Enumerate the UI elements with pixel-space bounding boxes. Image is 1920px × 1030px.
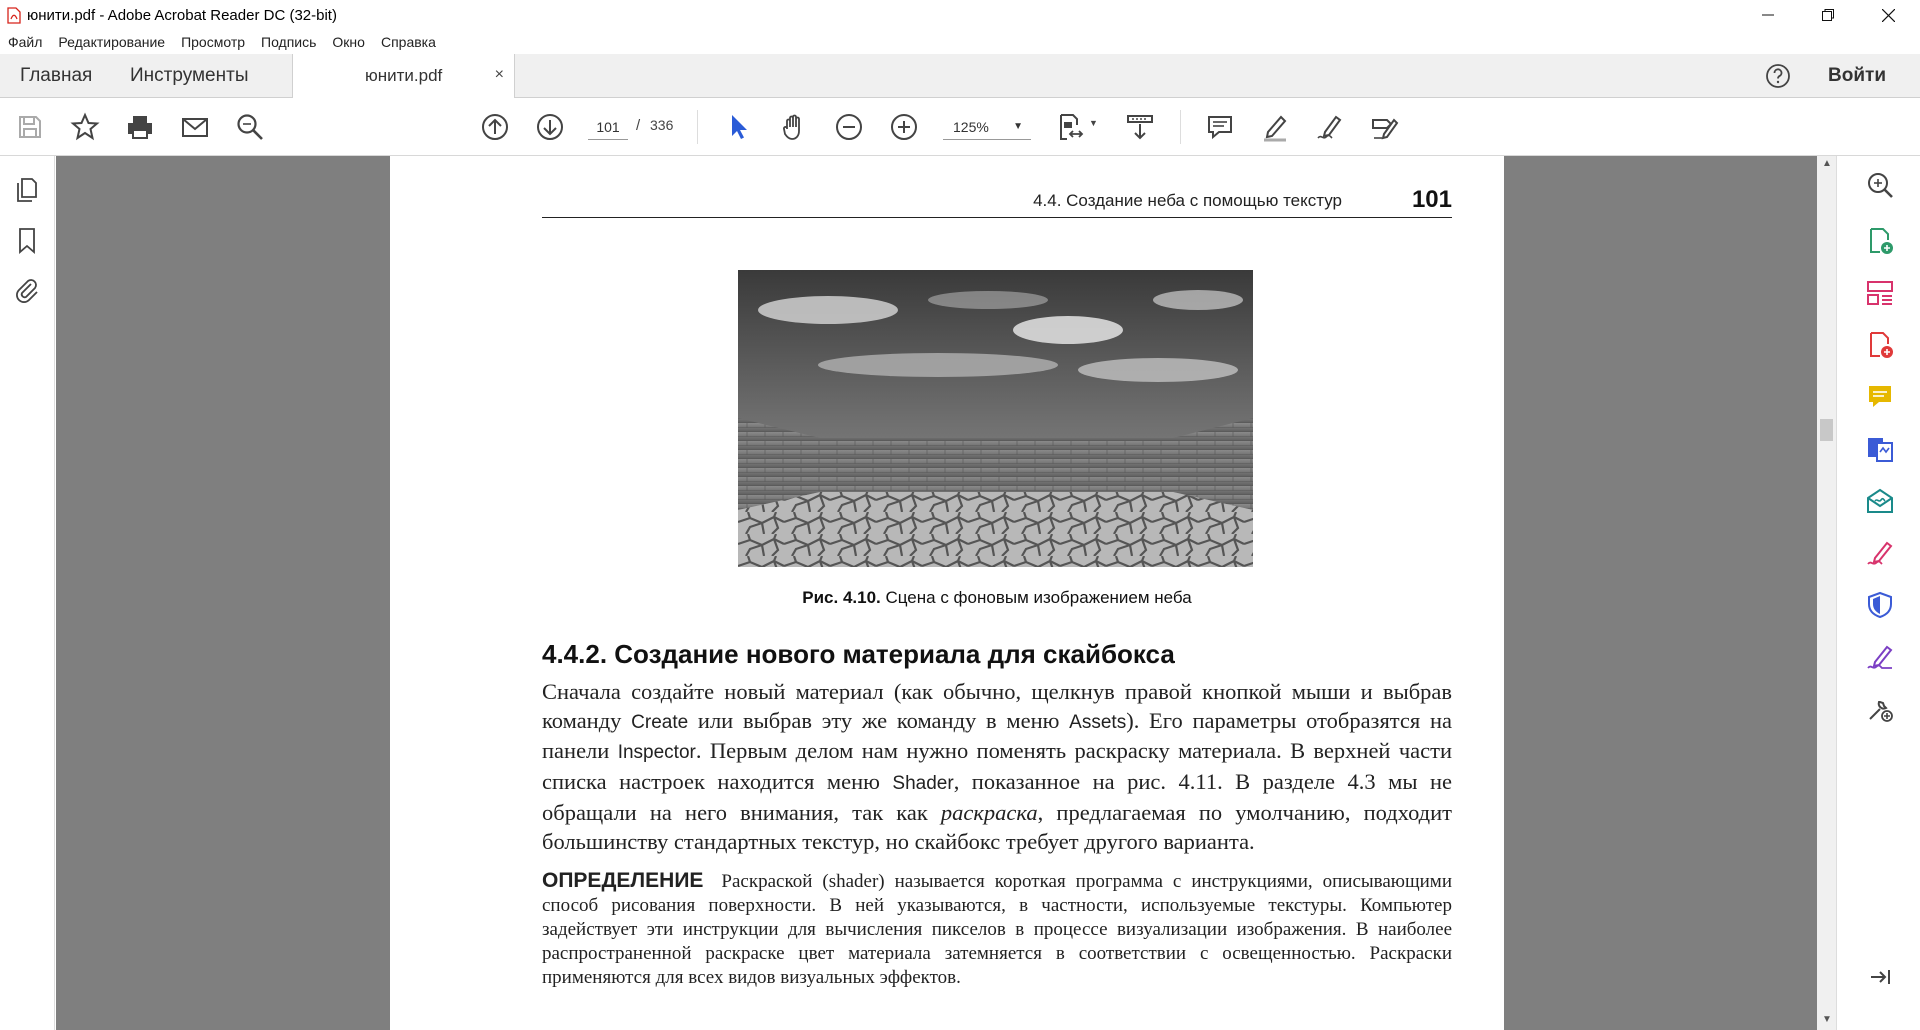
caption-text: Сцена с фоновым изображением неба	[880, 588, 1192, 607]
comment-tool-icon[interactable]	[1865, 382, 1895, 412]
emphasis-term: раскраска	[940, 799, 1038, 825]
ui-term: Create	[631, 711, 689, 733]
fit-page-icon	[1055, 112, 1085, 142]
menu-file[interactable]: Файл	[8, 34, 43, 50]
zoom-in-button[interactable]	[889, 112, 919, 142]
next-page-button[interactable]	[535, 112, 565, 142]
menu-help[interactable]: Справка	[380, 34, 436, 50]
sign-icon	[1370, 112, 1400, 142]
caption-label: Рис. 4.10.	[802, 588, 881, 607]
bookmark-star-button[interactable]	[70, 112, 100, 142]
left-navigation-panel	[0, 156, 55, 1030]
ui-term: Shader	[892, 773, 954, 795]
arrow-up-circle-icon	[480, 112, 510, 142]
more-tools-icon[interactable]	[1865, 694, 1895, 724]
star-icon	[70, 112, 100, 142]
page-separator: /	[636, 117, 641, 134]
menu-sign[interactable]: Подпись	[261, 34, 317, 50]
envelope-icon	[180, 112, 210, 142]
close-window-button[interactable]	[1860, 0, 1916, 30]
vertical-scrollbar[interactable]	[1817, 156, 1836, 1030]
page-number: 101	[1411, 186, 1452, 213]
menu-edit[interactable]: Редактирование	[58, 34, 166, 50]
fill-and-sign-icon[interactable]	[1865, 538, 1895, 568]
create-pdf-icon[interactable]	[1865, 226, 1895, 256]
ui-term: Inspector	[617, 742, 696, 764]
scroll-up-icon[interactable]: ▲	[1822, 158, 1832, 169]
certificates-pen-icon[interactable]	[1865, 642, 1895, 672]
fit-page-button[interactable]	[1055, 112, 1085, 142]
pdf-file-icon	[7, 7, 21, 24]
draw-button[interactable]	[1315, 112, 1345, 142]
protect-shield-icon[interactable]	[1865, 590, 1895, 620]
signin-button[interactable]: Войти	[1828, 65, 1886, 86]
plus-circle-icon	[889, 112, 919, 142]
definition-block	[542, 869, 1452, 990]
minimize-icon	[1762, 9, 1774, 21]
toolbar-divider	[697, 110, 698, 144]
scrollbar-thumb[interactable]	[1820, 419, 1833, 441]
save-icon	[15, 112, 45, 142]
search-icon	[235, 112, 265, 142]
zoom-out-button[interactable]	[834, 112, 864, 142]
scroll-down-icon[interactable]: ▼	[1822, 1014, 1832, 1025]
restore-icon	[1822, 9, 1834, 21]
scroll-mode-button[interactable]	[1125, 112, 1155, 142]
printer-icon	[125, 112, 155, 142]
bookmark-icon[interactable]	[13, 226, 41, 254]
organize-pages-icon[interactable]	[1865, 278, 1895, 308]
hand-tool-button[interactable]	[779, 112, 809, 142]
zoom-level-select[interactable]	[943, 114, 1031, 140]
restore-button[interactable]	[1800, 0, 1856, 30]
window-title: юнити.pdf - Adobe Acrobat Reader DC (32-bit)	[27, 6, 337, 24]
title-bar	[0, 0, 1920, 30]
tab-document[interactable]	[292, 54, 515, 99]
convert-pdf-icon[interactable]	[1865, 434, 1895, 464]
arrow-down-circle-icon	[535, 112, 565, 142]
para-text: , показанное на рис. 4.11. В разделе 4.3 мы не обращали на него внимания, так как	[542, 769, 1452, 825]
attachment-paperclip-icon[interactable]	[13, 276, 41, 304]
para-text: . Первым делом нам нужно поменять раскраску материала. В верхней части списка настроек находится меню	[542, 738, 1452, 795]
print-button[interactable]	[125, 112, 155, 142]
para-text: , предлагаемая по умолчанию, подходит большинству стандартных текстур, но скайбокс требует другого варианта.	[542, 799, 1452, 854]
running-header	[542, 186, 1452, 218]
running-head-section: 4.4. Создание неба с помощью текстур	[1033, 191, 1342, 210]
chevron-down-icon: ▼	[1013, 121, 1023, 132]
fit-dropdown-caret-icon[interactable]: ▼	[1089, 118, 1098, 128]
section-heading: 4.4.2. Создание нового материала для скайбокса	[542, 639, 1175, 669]
export-pdf-icon[interactable]	[1865, 330, 1895, 360]
document-viewport	[56, 156, 1818, 1030]
skybox-scene-figure	[738, 270, 1253, 567]
cursor-arrow-icon	[724, 112, 754, 142]
tab-bar	[0, 54, 1920, 98]
definition-text: Раскраской (shader) называется короткая программа с инструкциями, описывающими способ рисования поверхности. В ней указываются, в частности, используемые текстуры. Компьютер задействует эти инструкции для вычисления пикселов в процессе визуализации изображения. В наиболее распространенной раскраске цвет материала затемняется в соответствии с освещенностью. Раскраски применяются для всех видов визуальных эффектов.	[542, 871, 1452, 988]
body-paragraph	[542, 678, 1452, 856]
pen-draw-icon	[1315, 112, 1345, 142]
send-for-signature-icon[interactable]	[1865, 486, 1895, 516]
previous-page-button[interactable]	[480, 112, 510, 142]
page-thumbnails-icon[interactable]	[13, 176, 41, 204]
save-button[interactable]	[15, 112, 45, 142]
tab-tools[interactable]: Инструменты	[130, 65, 249, 86]
comment-button[interactable]	[1205, 112, 1235, 142]
minimize-button[interactable]	[1740, 0, 1796, 30]
toolbar	[0, 98, 1920, 156]
tab-home[interactable]: Главная	[20, 65, 93, 86]
menu-window[interactable]: Окно	[332, 34, 365, 50]
collapse-tools-pane-icon[interactable]	[1865, 962, 1895, 992]
pdf-page	[390, 156, 1504, 1030]
highlighter-pen-icon	[1260, 112, 1290, 142]
tab-close-button[interactable]: ×	[494, 66, 504, 83]
total-pages: 336	[650, 117, 674, 133]
para-text: ). Его параметры отобразятся на панели	[542, 707, 1452, 764]
zoom-level-value: 125%	[953, 119, 989, 135]
figure-caption	[542, 588, 1452, 608]
definition-term: ОПРЕДЕЛЕНИЕ	[542, 869, 704, 892]
scroll-mode-icon	[1125, 112, 1155, 142]
right-tools-panel	[1836, 156, 1920, 1030]
para-text: Сначала создайте новый материал (как обычно, щелкнув правой кнопкой мыши и выбрав команду	[542, 679, 1452, 733]
email-button[interactable]	[180, 112, 210, 142]
find-button[interactable]	[235, 112, 265, 142]
help-icon[interactable]	[1765, 63, 1791, 89]
menu-bar	[0, 30, 1920, 54]
hand-icon	[779, 112, 809, 142]
highlight-button[interactable]	[1260, 112, 1290, 142]
zoom-search-icon[interactable]	[1865, 170, 1895, 200]
minus-circle-icon	[834, 112, 864, 142]
comment-icon	[1205, 112, 1235, 142]
para-text: или выбрав эту же команду в меню	[688, 707, 1070, 733]
ui-term: Assets	[1069, 711, 1127, 733]
tab-document-label: юнити.pdf	[365, 66, 443, 85]
select-tool-button[interactable]	[724, 112, 754, 142]
menu-view[interactable]: Просмотр	[181, 34, 246, 50]
page-number-input[interactable]: 101	[588, 114, 628, 140]
fill-sign-button[interactable]	[1370, 112, 1400, 142]
close-icon	[1882, 9, 1895, 22]
toolbar-divider	[1180, 110, 1181, 144]
